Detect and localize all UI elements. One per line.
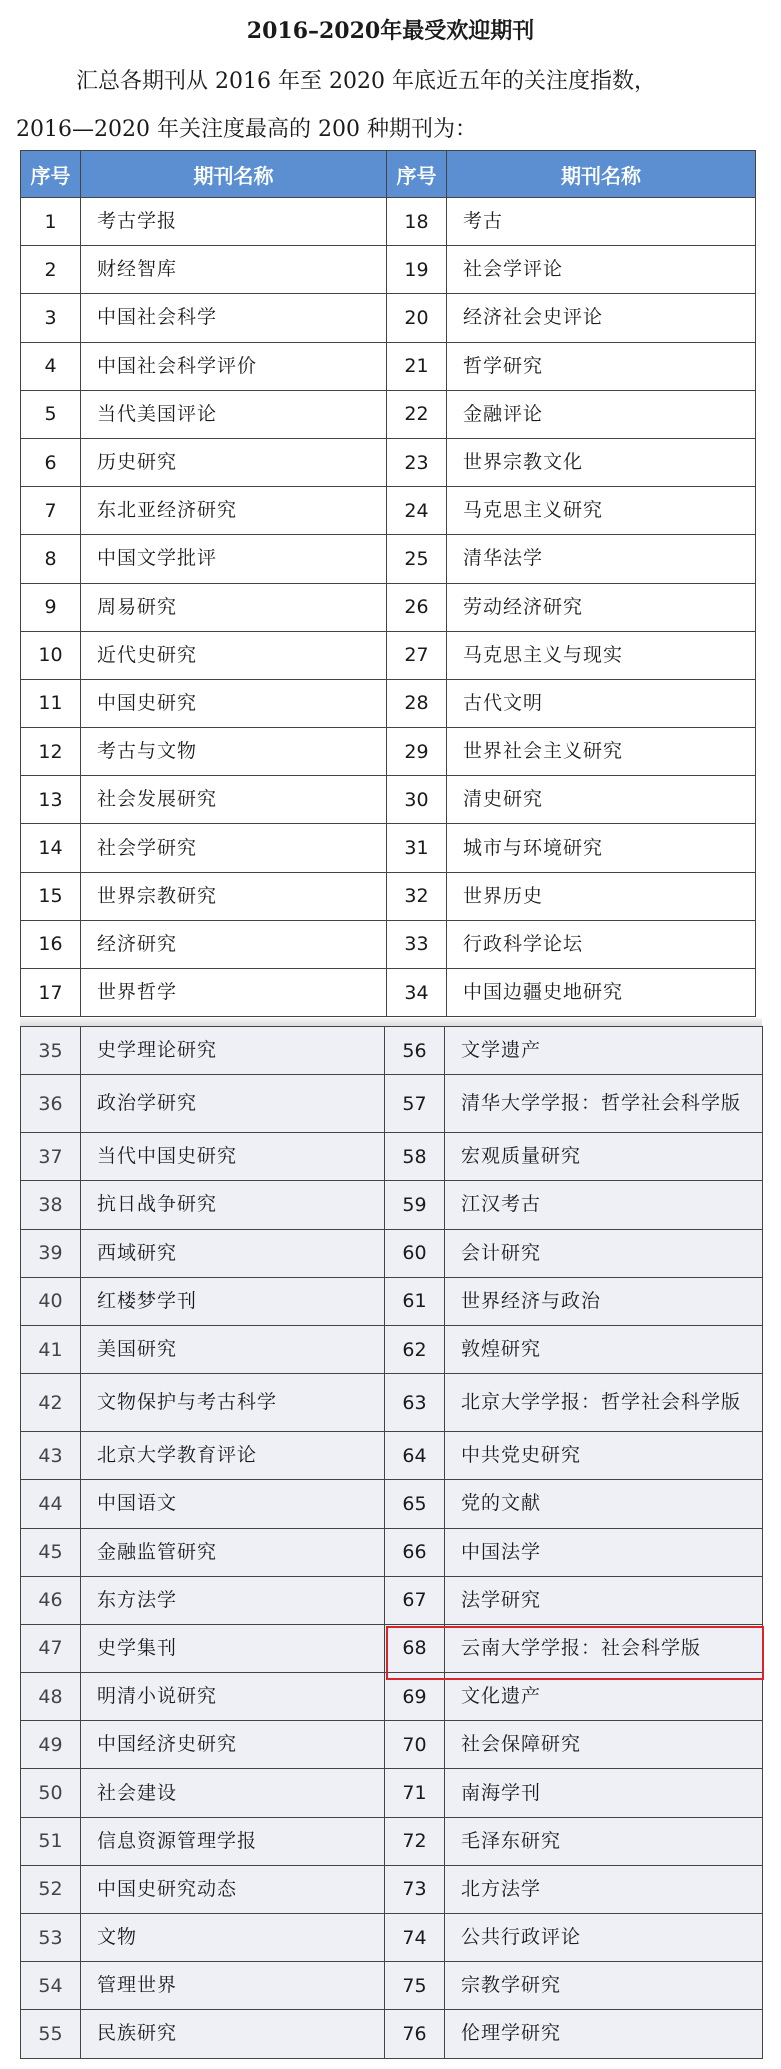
right-journal-name: 考古 xyxy=(447,198,756,246)
highlight-box xyxy=(386,1626,764,1680)
right-number: 25 xyxy=(387,535,447,583)
right-journal-name: 公共行政评论 xyxy=(445,1914,763,1962)
table-row xyxy=(21,438,756,486)
right-number: 33 xyxy=(387,920,447,968)
right-number: 20 xyxy=(387,294,447,342)
left-number: 35 xyxy=(21,1027,81,1075)
table-row xyxy=(21,294,756,342)
table-row xyxy=(21,1480,763,1528)
left-number: 16 xyxy=(21,920,81,968)
table-row xyxy=(21,1374,763,1432)
right-number: 70 xyxy=(385,1721,445,1769)
left-number: 39 xyxy=(21,1229,81,1277)
left-journal-name: 明清小说研究 xyxy=(81,1673,385,1721)
left-journal-name: 中国经济史研究 xyxy=(81,1721,385,1769)
table-row xyxy=(21,1865,763,1913)
right-journal-name: 伦理学研究 xyxy=(445,2010,763,2058)
table-row xyxy=(21,246,756,294)
left-journal-name: 政治学研究 xyxy=(81,1075,385,1133)
table-row xyxy=(21,1576,763,1624)
table-row xyxy=(21,920,756,968)
left-number: 8 xyxy=(21,535,81,583)
table-row xyxy=(21,1075,763,1133)
left-number: 15 xyxy=(21,872,81,920)
left-journal-name: 周易研究 xyxy=(81,583,387,631)
table-row xyxy=(21,487,756,535)
left-journal-name: 历史研究 xyxy=(81,438,387,486)
left-journal-name: 世界宗教研究 xyxy=(81,872,387,920)
header-journal-name: 期刊名称 xyxy=(81,151,387,198)
right-journal-name: 世界经济与政治 xyxy=(445,1277,763,1325)
right-journal-name: 哲学研究 xyxy=(447,342,756,390)
left-journal-name: 北京大学教育评论 xyxy=(81,1432,385,1480)
right-number: 69 xyxy=(385,1673,445,1721)
page-break xyxy=(20,1018,762,1026)
right-journal-name: 金融评论 xyxy=(447,390,756,438)
right-number: 71 xyxy=(385,1769,445,1817)
intro-text-line-1: 汇总各期刊从 2016 年至 2020 年底近五年的关注度指数， xyxy=(76,69,656,94)
right-number: 74 xyxy=(385,1914,445,1962)
left-journal-name: 世界哲学 xyxy=(81,969,387,1017)
table-body xyxy=(21,1027,763,2059)
right-number: 58 xyxy=(385,1133,445,1181)
right-number: 21 xyxy=(387,342,447,390)
table-row xyxy=(21,1817,763,1865)
intro-text-line-2: 2016—2020 年关注度最高的 200 种期刊为： xyxy=(16,117,477,142)
left-number: 54 xyxy=(21,1962,81,2010)
left-number: 17 xyxy=(21,969,81,1017)
left-number: 44 xyxy=(21,1480,81,1528)
left-number: 37 xyxy=(21,1133,81,1181)
table-header-row xyxy=(21,151,756,198)
page-title: 2016–2020年最受欢迎期刊 xyxy=(246,18,535,44)
right-number: 68 xyxy=(385,1624,445,1672)
right-journal-name: 党的文献 xyxy=(445,1480,763,1528)
right-journal-name: 马克思主义研究 xyxy=(447,487,756,535)
left-number: 38 xyxy=(21,1181,81,1229)
left-number: 50 xyxy=(21,1769,81,1817)
left-journal-name: 当代美国评论 xyxy=(81,390,387,438)
left-journal-name: 社会学研究 xyxy=(81,824,387,872)
right-number: 61 xyxy=(385,1277,445,1325)
table-body xyxy=(21,198,756,1017)
table-row xyxy=(21,969,756,1017)
right-number: 24 xyxy=(387,487,447,535)
right-journal-name: 经济社会史评论 xyxy=(447,294,756,342)
table-row xyxy=(21,679,756,727)
table-row xyxy=(21,342,756,390)
right-journal-name: 清华大学学报：哲学社会科学版 xyxy=(445,1075,763,1133)
right-journal-name: 古代文明 xyxy=(447,679,756,727)
left-journal-name: 经济研究 xyxy=(81,920,387,968)
left-journal-name: 财经智库 xyxy=(81,246,387,294)
table-row xyxy=(21,1721,763,1769)
right-journal-name: 江汉考古 xyxy=(445,1181,763,1229)
table-row xyxy=(21,1962,763,2010)
left-number: 5 xyxy=(21,390,81,438)
right-journal-name: 马克思主义与现实 xyxy=(447,631,756,679)
table-row xyxy=(21,1769,763,1817)
left-number: 43 xyxy=(21,1432,81,1480)
right-number: 67 xyxy=(385,1576,445,1624)
right-journal-name: 宗教学研究 xyxy=(445,1962,763,2010)
right-number: 19 xyxy=(387,246,447,294)
right-number: 75 xyxy=(385,1962,445,2010)
table-row xyxy=(21,1229,763,1277)
left-journal-name: 文物保护与考古科学 xyxy=(81,1374,385,1432)
left-number: 6 xyxy=(21,438,81,486)
left-number: 10 xyxy=(21,631,81,679)
left-number: 4 xyxy=(21,342,81,390)
right-journal-name: 社会保障研究 xyxy=(445,1721,763,1769)
table-row xyxy=(21,583,756,631)
table-row xyxy=(21,824,756,872)
table-row xyxy=(21,1325,763,1373)
journal-table-top xyxy=(20,150,756,1017)
left-journal-name: 东北亚经济研究 xyxy=(81,487,387,535)
right-number: 23 xyxy=(387,438,447,486)
right-number: 18 xyxy=(387,198,447,246)
left-journal-name: 中国文学批评 xyxy=(81,535,387,583)
right-journal-name: 行政科学论坛 xyxy=(447,920,756,968)
left-number: 2 xyxy=(21,246,81,294)
right-number: 57 xyxy=(385,1075,445,1133)
left-journal-name: 民族研究 xyxy=(81,2010,385,2058)
left-journal-name: 中国语文 xyxy=(81,1480,385,1528)
left-number: 46 xyxy=(21,1576,81,1624)
right-number: 73 xyxy=(385,1865,445,1913)
left-journal-name: 信息资源管理学报 xyxy=(81,1817,385,1865)
left-journal-name: 史学集刊 xyxy=(81,1624,385,1672)
header-number: 序号 xyxy=(21,151,81,198)
table-row xyxy=(21,1133,763,1181)
left-number: 12 xyxy=(21,728,81,776)
left-number: 11 xyxy=(21,679,81,727)
right-journal-name: 文学遗产 xyxy=(445,1027,763,1075)
table-row xyxy=(21,1432,763,1480)
right-number: 62 xyxy=(385,1325,445,1373)
left-journal-name: 社会发展研究 xyxy=(81,776,387,824)
table-row xyxy=(21,631,756,679)
left-number: 55 xyxy=(21,2010,81,2058)
left-number: 47 xyxy=(21,1624,81,1672)
right-number: 26 xyxy=(387,583,447,631)
right-journal-name: 敦煌研究 xyxy=(445,1325,763,1373)
journal-table-bottom xyxy=(20,1026,763,2059)
left-number: 51 xyxy=(21,1817,81,1865)
left-number: 9 xyxy=(21,583,81,631)
right-number: 34 xyxy=(387,969,447,1017)
right-number: 56 xyxy=(385,1027,445,1075)
right-number: 66 xyxy=(385,1528,445,1576)
right-number: 59 xyxy=(385,1181,445,1229)
table-row xyxy=(21,776,756,824)
right-number: 60 xyxy=(385,1229,445,1277)
right-journal-name: 中国法学 xyxy=(445,1528,763,1576)
right-journal-name: 会计研究 xyxy=(445,1229,763,1277)
right-journal-name: 北京大学学报：哲学社会科学版 xyxy=(445,1374,763,1432)
right-number: 30 xyxy=(387,776,447,824)
left-journal-name: 中国社会科学评价 xyxy=(81,342,387,390)
right-journal-name: 劳动经济研究 xyxy=(447,583,756,631)
right-number: 65 xyxy=(385,1480,445,1528)
left-journal-name: 东方法学 xyxy=(81,1576,385,1624)
right-journal-name: 法学研究 xyxy=(445,1576,763,1624)
left-number: 7 xyxy=(21,487,81,535)
left-number: 41 xyxy=(21,1325,81,1373)
right-journal-name: 文化遗产 xyxy=(445,1673,763,1721)
table-row xyxy=(21,535,756,583)
header-journal-name: 期刊名称 xyxy=(447,151,756,198)
table-row xyxy=(21,872,756,920)
left-journal-name: 金融监管研究 xyxy=(81,1528,385,1576)
header-number: 序号 xyxy=(387,151,447,198)
left-journal-name: 红楼梦学刊 xyxy=(81,1277,385,1325)
right-journal-name: 中共党史研究 xyxy=(445,1432,763,1480)
right-journal-name: 南海学刊 xyxy=(445,1769,763,1817)
right-journal-name: 中国边疆史地研究 xyxy=(447,969,756,1017)
right-journal-name: 清华法学 xyxy=(447,535,756,583)
right-journal-name: 宏观质量研究 xyxy=(445,1133,763,1181)
left-number: 53 xyxy=(21,1914,81,1962)
table-row xyxy=(21,1277,763,1325)
left-number: 13 xyxy=(21,776,81,824)
right-number: 76 xyxy=(385,2010,445,2058)
right-number: 72 xyxy=(385,1817,445,1865)
left-journal-name: 考古与文物 xyxy=(81,728,387,776)
right-number: 63 xyxy=(385,1374,445,1432)
right-journal-name: 世界社会主义研究 xyxy=(447,728,756,776)
right-number: 27 xyxy=(387,631,447,679)
left-journal-name: 西域研究 xyxy=(81,1229,385,1277)
left-number: 52 xyxy=(21,1865,81,1913)
left-number: 48 xyxy=(21,1673,81,1721)
left-journal-name: 中国社会科学 xyxy=(81,294,387,342)
right-number: 31 xyxy=(387,824,447,872)
right-journal-name: 世界历史 xyxy=(447,872,756,920)
right-number: 32 xyxy=(387,872,447,920)
left-number: 45 xyxy=(21,1528,81,1576)
right-number: 64 xyxy=(385,1432,445,1480)
right-number: 28 xyxy=(387,679,447,727)
table-row xyxy=(21,198,756,246)
left-number: 3 xyxy=(21,294,81,342)
right-journal-name: 毛泽东研究 xyxy=(445,1817,763,1865)
table-row xyxy=(21,1914,763,1962)
table-row xyxy=(21,1528,763,1576)
table-row xyxy=(21,1181,763,1229)
right-journal-name: 北方法学 xyxy=(445,1865,763,1913)
left-number: 1 xyxy=(21,198,81,246)
right-journal-name: 清史研究 xyxy=(447,776,756,824)
left-journal-name: 美国研究 xyxy=(81,1325,385,1373)
table-row xyxy=(21,1027,763,1075)
left-number: 40 xyxy=(21,1277,81,1325)
left-journal-name: 社会建设 xyxy=(81,1769,385,1817)
right-journal-name: 社会学评论 xyxy=(447,246,756,294)
left-journal-name: 文物 xyxy=(81,1914,385,1962)
left-number: 14 xyxy=(21,824,81,872)
left-journal-name: 中国史研究动态 xyxy=(81,1865,385,1913)
left-journal-name: 近代史研究 xyxy=(81,631,387,679)
left-journal-name: 考古学报 xyxy=(81,198,387,246)
left-journal-name: 史学理论研究 xyxy=(81,1027,385,1075)
table-row xyxy=(21,2010,763,2058)
table-row xyxy=(21,728,756,776)
left-number: 49 xyxy=(21,1721,81,1769)
right-journal-name: 世界宗教文化 xyxy=(447,438,756,486)
right-journal-name: 云南大学学报：社会科学版 xyxy=(445,1624,763,1672)
right-number: 22 xyxy=(387,390,447,438)
left-number: 42 xyxy=(21,1374,81,1432)
left-journal-name: 当代中国史研究 xyxy=(81,1133,385,1181)
left-journal-name: 管理世界 xyxy=(81,1962,385,2010)
left-journal-name: 抗日战争研究 xyxy=(81,1181,385,1229)
right-journal-name: 城市与环境研究 xyxy=(447,824,756,872)
table-row xyxy=(21,390,756,438)
left-number: 36 xyxy=(21,1075,81,1133)
right-number: 29 xyxy=(387,728,447,776)
left-journal-name: 中国史研究 xyxy=(81,679,387,727)
